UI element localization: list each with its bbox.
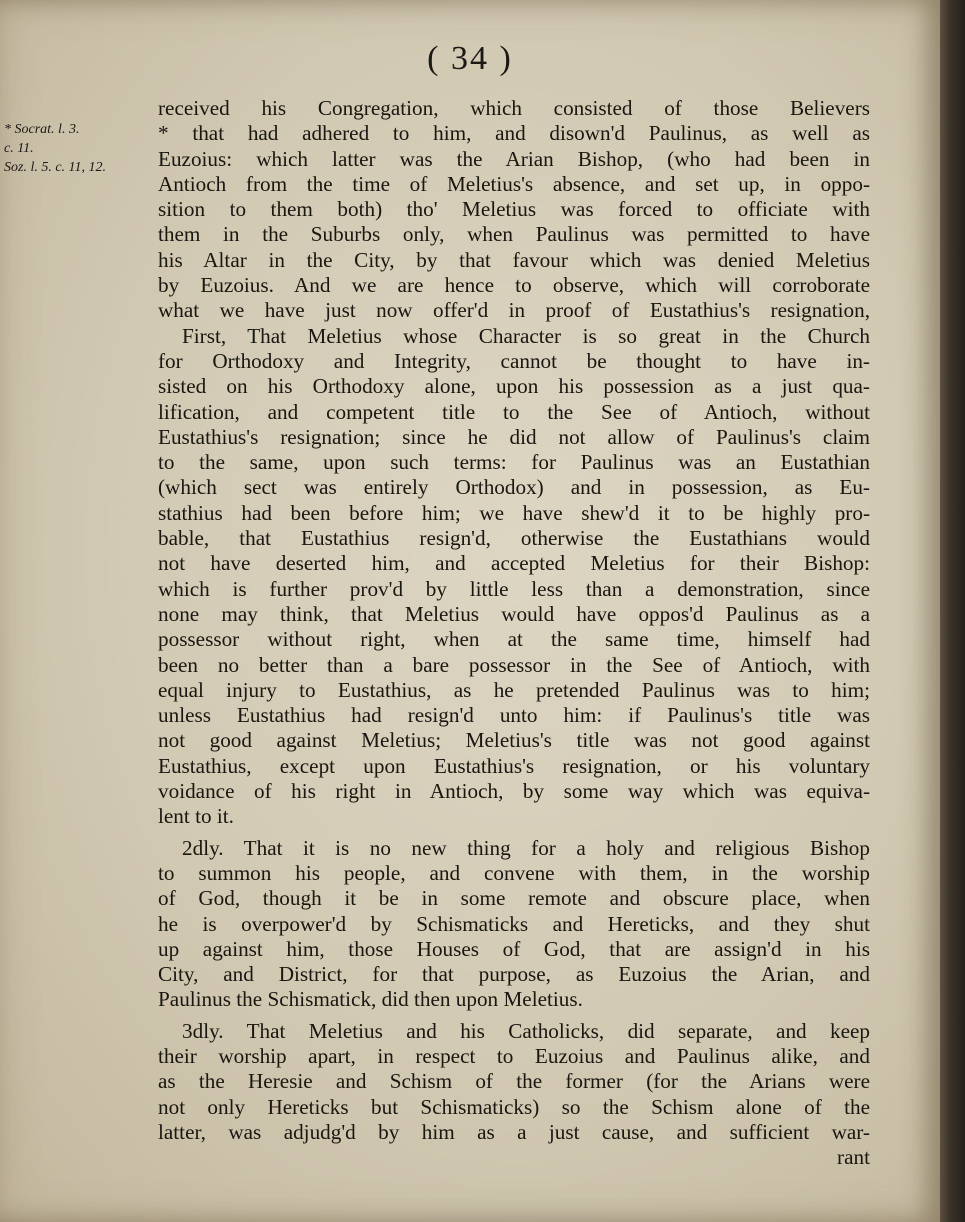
text-line: received his Congregation, which consisted of those Believers bbox=[158, 96, 870, 120]
text-line: of God, though it be in some remote and obscure place, when bbox=[158, 886, 870, 911]
text-line: not good against Meletius; Meletius's title was not good against bbox=[158, 728, 870, 753]
text-line: First, That Meletius whose Character is so great in the Church bbox=[182, 323, 870, 348]
text-line: latter, was adjudg'd by him as a just cause, and sufficient war- bbox=[158, 1119, 870, 1144]
text-line: not have deserted him, and accepted Meletius for their Bishop: bbox=[158, 551, 870, 576]
text-line: Paulinus the Schismatick, did then upon Meletius. bbox=[158, 987, 583, 1012]
text-line: by Euzoius. And we are hence to observe, which will corroborate bbox=[158, 273, 870, 298]
catchword: rant bbox=[837, 1145, 870, 1170]
text-line: * that had adhered to him, and disown'd Paulinus, as well as bbox=[158, 121, 870, 146]
text-line: lification, and competent title to the See of Antioch, without bbox=[158, 399, 870, 424]
text-line: sition to them both) tho' Meletius was forced to officiate with bbox=[158, 197, 870, 222]
margin-notes bbox=[4, 120, 154, 177]
text-line: lent to it. bbox=[158, 804, 234, 829]
text-line: City, and District, for that purpose, as Euzoius the Arian, and bbox=[158, 962, 870, 987]
text-line: Eustathius, except upon Eustathius's resignation, or his voluntary bbox=[158, 753, 870, 778]
text-line: been no better than a bare possessor in the See of Antioch, with bbox=[158, 652, 870, 677]
text-line: 2dly. That it is no new thing for a holy and religious Bishop bbox=[182, 835, 870, 860]
text-line: which is further prov'd by little less than a demonstration, since bbox=[158, 576, 870, 601]
text-line: them in the Suburbs only, when Paulinus was permitted to have bbox=[158, 222, 870, 247]
text-line: sisted on his Orthodoxy alone, upon his possession as a just qua- bbox=[158, 374, 870, 399]
body-text bbox=[158, 96, 870, 1170]
margin-note: c. 11. bbox=[4, 141, 34, 156]
text-line: Euzoius: which latter was the Arian Bishop, (who had been in bbox=[158, 146, 870, 171]
text-line: up against him, those Houses of God, that are assign'd in his bbox=[158, 936, 870, 961]
text-line: his Altar in the City, by that favour which was denied Meletius bbox=[158, 247, 870, 272]
page-edge bbox=[940, 0, 965, 1222]
text-line: 3dly. That Meletius and his Catholicks, did separate, and keep bbox=[182, 1018, 870, 1043]
text-line: not only Hereticks but Schismaticks) so the Schism alone of the bbox=[158, 1094, 870, 1119]
text-line: bable, that Eustathius resign'd, otherwise the Eustathians would bbox=[158, 526, 870, 551]
text-line: equal injury to Eustathius, as he pretended Paulinus was to him; bbox=[158, 677, 870, 702]
text-line: Eustathius's resignation; since he did not allow of Paulinus's claim bbox=[158, 424, 870, 449]
text-line: to the same, upon such terms: for Paulinus was an Eustathian bbox=[158, 450, 870, 475]
text-line: he is overpower'd by Schismaticks and Hereticks, and they shut bbox=[158, 911, 870, 936]
margin-note: * Socrat. l. 3. bbox=[4, 122, 80, 137]
text-line: none may think, that Meletius would have oppos'd Paulinus as a bbox=[158, 601, 870, 626]
margin-note: Soz. l. 5. c. 11, 12. bbox=[4, 160, 107, 175]
text-line: what we have just now offer'd in proof of Eustathius's resignation, bbox=[158, 298, 870, 323]
text-line: stathius had been before him; we have shew'd it to be highly pro- bbox=[158, 500, 870, 525]
text-line: (which sect was entirely Orthodox) and in possession, as Eu- bbox=[158, 475, 870, 500]
text-line: as the Heresie and Schism of the former (for the Arians were bbox=[158, 1069, 870, 1094]
text-line: unless Eustathius had resign'd unto him: if Paulinus's title was bbox=[158, 703, 870, 728]
text-line: possessor without right, when at the same time, himself had bbox=[158, 627, 870, 652]
text-line: their worship apart, in respect to Euzoius and Paulinus alike, and bbox=[158, 1043, 870, 1068]
text-line: for Orthodoxy and Integrity, cannot be thought to have in- bbox=[158, 348, 870, 373]
text-line: Antioch from the time of Meletius's absence, and set up, in oppo- bbox=[158, 171, 870, 196]
page-number: ( 34 ) bbox=[427, 40, 513, 77]
text-line: to summon his people, and convene with them, in the worship bbox=[158, 860, 870, 885]
text-line: voidance of his right in Antioch, by some way which was equiva- bbox=[158, 779, 870, 804]
